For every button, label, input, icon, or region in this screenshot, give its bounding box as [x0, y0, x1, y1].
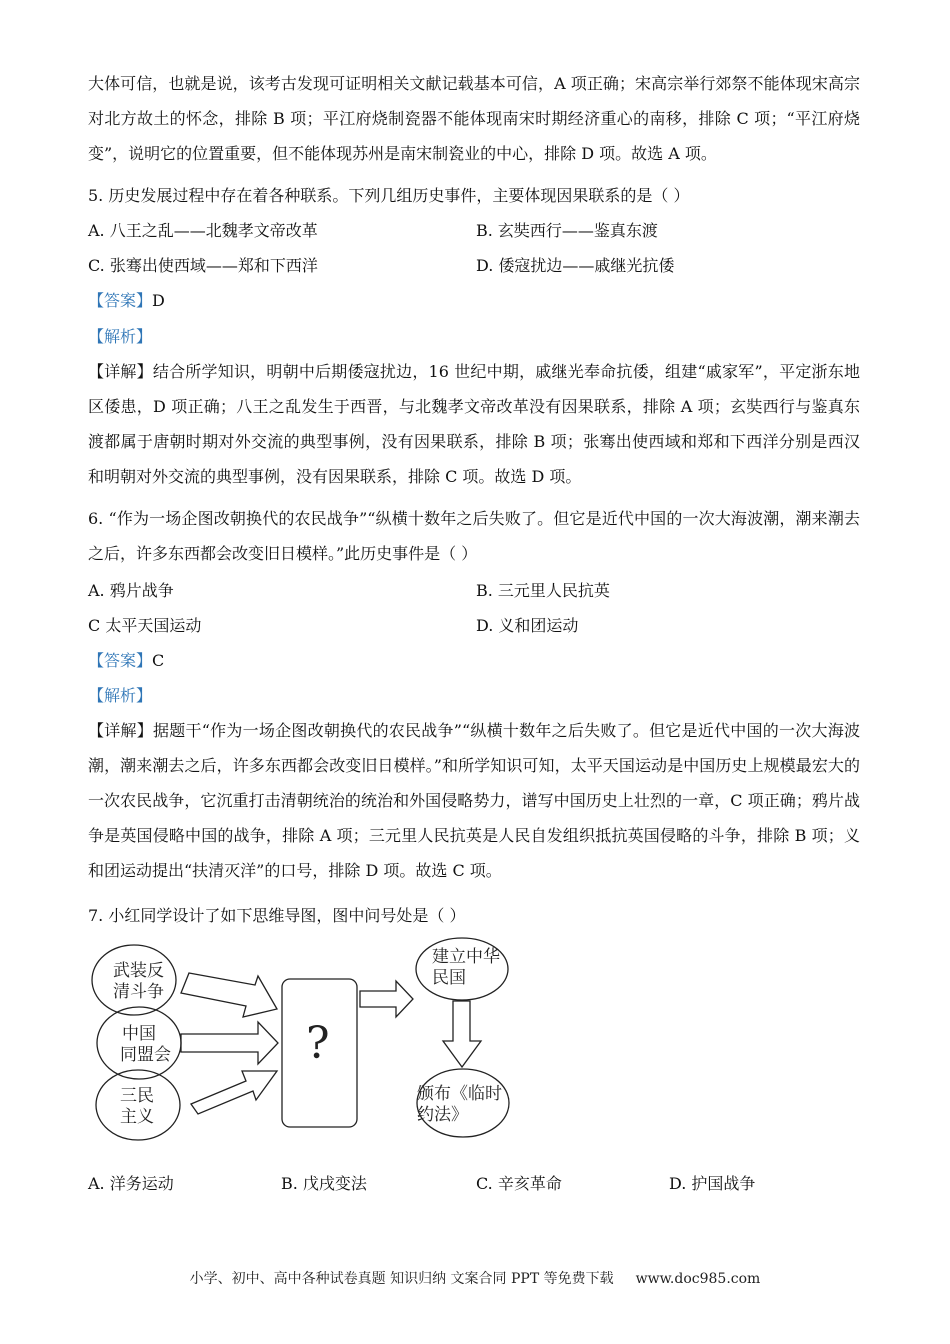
arrow-left2-to-center	[181, 1022, 278, 1064]
q6-detail	[88, 713, 860, 888]
q5-answer-tag: 【答案】	[88, 291, 153, 310]
q5-detail	[88, 354, 860, 494]
q5-option-b: B. 玄奘西行——鉴真东渡	[476, 221, 658, 240]
q5-answer-line	[88, 289, 165, 313]
q5-option-d: D. 倭寇扰边——戚继光抗倭	[476, 256, 675, 275]
right2-line2: 约法》	[417, 1105, 468, 1125]
q5-option-c: C. 张骞出使西域——郑和下西洋	[88, 256, 318, 275]
q6-answer-tag: 【答案】	[88, 651, 153, 670]
footer-url[interactable]: www.doc985.com	[635, 1271, 761, 1287]
q6-analysis-tag: 【解析】	[88, 686, 153, 705]
intro-paragraph: 大体可信，也就是说，该考古发现可证明相关文献记载基本可信，A 项正确；宋高宗举行郊祭不能体现宋高宗对北方故土的怀念，排除 B 项；平江府烧制瓷器不能体现南宋时期经济重心的南移，排除 C 项；“平江府烧变”，说明它的位置重要，但不能体现苏州是南宋制瓷业的中心，排除 D 项。故选 A 项。	[88, 74, 860, 163]
right1-line2: 民国	[432, 968, 466, 988]
left2-line1: 中国	[122, 1024, 156, 1044]
q7-option-d: D. 护国战争	[669, 1174, 756, 1193]
q6-option-a: A. 鸦片战争	[88, 581, 174, 600]
q6-option-c: C 太平天国运动	[88, 616, 202, 635]
left3-line2: 主义	[120, 1107, 154, 1127]
q7-stem: 7. 小红同学设计了如下思维导图，图中问号处是（ ）	[88, 906, 466, 925]
footer-text: 小学、初中、高中各种试卷真题 知识归纳 文案合同 PPT 等免费下载	[189, 1271, 614, 1287]
center-question-mark: ?	[306, 1018, 330, 1069]
left2-line2: 同盟会	[120, 1045, 171, 1065]
left1-line1: 武装反	[113, 961, 164, 981]
q6-option-b: B. 三元里人民抗英	[476, 581, 610, 600]
q6-option-d: D. 义和团运动	[476, 616, 579, 635]
q5-option-a: A. 八王之乱——北魏孝文帝改革	[88, 221, 318, 240]
q6-stem: 6. “作为一场企图改朝换代的农民战争”“纵横十数年之后失败了。但它是近代中国的一次大海波潮，潮来潮去之后，许多东西都会改变旧日模样。”此历史事件是（ ）	[88, 509, 860, 563]
q6-detail-tag: 【详解】	[88, 721, 153, 740]
q5-detail-text: 结合所学知识，明朝中后期倭寇扰边，16 世纪中期，戚继光奉命抗倭，组建“戚家军”，平定浙东地区倭患，D 项正确；八王之乱发生于西晋，与北魏孝文帝改革没有因果联系，排除 A 项；玄奘西行与鉴真东渡都属于唐朝时期对外交流的典型事例，没有因果联系，排除 B 项；张骞出使西域和郑和下西洋分别是西汉和明朝对外交流的典型事例，没有因果联系，排除 C 项。故选 D 项。	[88, 362, 860, 486]
q7-option-a: A. 洋务运动	[88, 1174, 174, 1193]
mind-map-diagram	[80, 935, 540, 1145]
arrow-right1-down	[443, 1001, 481, 1067]
q6-answer: C	[152, 651, 165, 670]
q6-answer-line	[88, 649, 164, 673]
q7-option-c: C. 辛亥革命	[476, 1174, 562, 1193]
q5-stem: 5. 历史发展过程中存在着各种联系。下列几组历史事件，主要体现因果联系的是（ ）	[88, 186, 690, 205]
arrow-left1-to-center	[181, 973, 277, 1017]
arrow-center-to-right1	[360, 981, 413, 1017]
q5-answer: D	[152, 291, 165, 310]
right2-line1: 颁布《临时	[417, 1084, 502, 1104]
page-footer	[0, 1268, 950, 1288]
right1-line1: 建立中华	[432, 947, 500, 967]
left1-line2: 清斗争	[113, 982, 164, 1002]
q6-detail-text: 据题干“作为一场企图改朝换代的农民战争”“纵横十数年之后失败了。但它是近代中国的一次大海波潮，潮来潮去之后，许多东西都会改变旧日模样。”和所学知识可知，太平天国运动是中国历史上规模最宏大的一次农民战争，它沉重打击清朝统治的统治和外国侵略势力，谱写中国历史上壮烈的一章，C 项正确；鸦片战争是英国侵略中国的战争，排除 A 项；三元里人民抗英是人民自发组织抵抗英国侵略的斗争，排除 B 项；义和团运动提出“扶清灭洋”的口号，排除 D 项。故选 C 项。	[88, 721, 860, 880]
q5-detail-tag: 【详解】	[88, 362, 153, 381]
q7-option-b: B. 戊戌变法	[281, 1174, 367, 1193]
q5-analysis-tag: 【解析】	[88, 327, 153, 346]
left3-line1: 三民	[120, 1086, 154, 1106]
arrow-left3-to-center	[191, 1071, 277, 1114]
